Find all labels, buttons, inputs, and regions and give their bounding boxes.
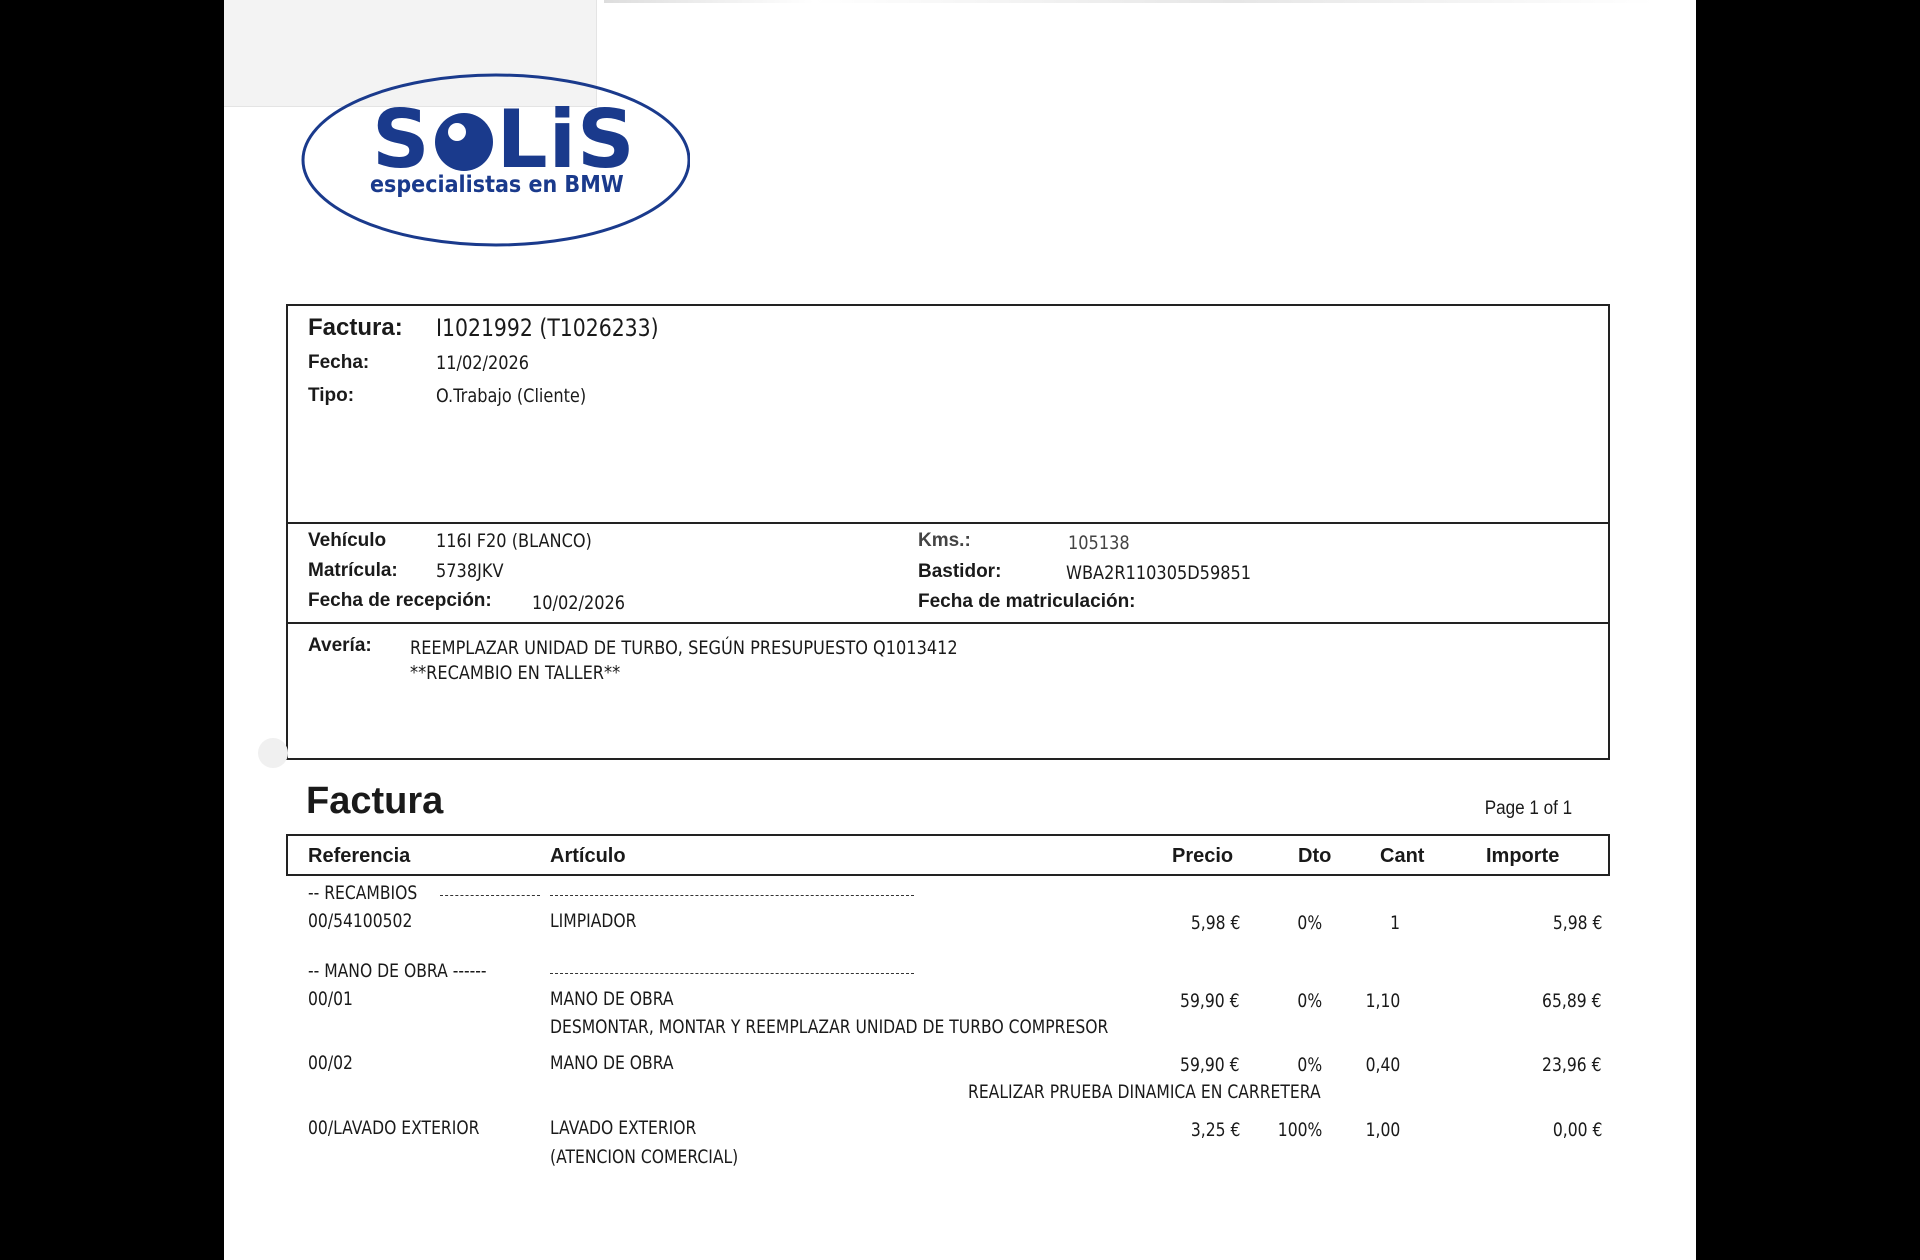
row-ref: 00/02 [308, 1052, 353, 1074]
row-articulo: LAVADO EXTERIOR [550, 1117, 697, 1139]
factura-label: Factura: [308, 314, 403, 341]
row-ref: 00/LAVADO EXTERIOR [308, 1117, 480, 1139]
dash-line [440, 895, 540, 896]
company-logo [300, 72, 690, 248]
averia-label: Avería: [308, 635, 372, 656]
row-importe: 23,96 € [1542, 1054, 1602, 1076]
row-ref: 00/54100502 [308, 910, 413, 932]
row-dto: 0% [1297, 1054, 1322, 1076]
row-cant: 1,00 [1365, 1119, 1400, 1141]
row-precio: 59,90 € [1180, 990, 1240, 1012]
kms-value: 105138 [1068, 532, 1130, 554]
bastidor-value: WBA2R110305D59851 [1066, 562, 1252, 584]
page-indicator: Page 1 of 1 [1484, 798, 1572, 819]
row-precio: 59,90 € [1180, 1054, 1240, 1076]
row-cant: 0,40 [1365, 1054, 1400, 1076]
row-importe: 0,00 € [1552, 1119, 1602, 1141]
tipo-value: O.Trabajo (Cliente) [436, 385, 587, 407]
dash-line [550, 895, 914, 896]
matriculacion-label: Fecha de matriculación: [918, 591, 1136, 612]
vehiculo-label: Vehículo [308, 530, 387, 551]
invoice-page [224, 0, 1696, 1260]
row-articulo: MANO DE OBRA [550, 988, 674, 1010]
factura-number: I1021992 (T1026233) [436, 314, 659, 342]
matricula-value: 5738JKV [436, 560, 504, 582]
vehiculo-value: 116I F20 (BLANCO) [436, 530, 592, 552]
recepcion-value: 10/02/2026 [532, 592, 626, 614]
logo-wordmark: S LiS [372, 93, 636, 186]
row-importe: 5,98 € [1552, 912, 1602, 934]
averia-line2: **RECAMBIO EN TALLER** [410, 662, 621, 684]
section-title: Factura [306, 780, 444, 822]
logo-tagline: especialistas en BMW [370, 172, 624, 198]
section-mano-obra: -- MANO DE OBRA ------ [308, 960, 487, 982]
fecha-label: Fecha: [308, 352, 370, 373]
divider [286, 622, 1610, 624]
row-articulo: LIMPIADOR [550, 910, 637, 932]
row-precio: 3,25 € [1190, 1119, 1240, 1141]
recepcion-label: Fecha de recepción: [308, 590, 492, 611]
row-ref: 00/01 [308, 988, 353, 1010]
row-dto: 100% [1277, 1119, 1322, 1141]
dash-line [550, 973, 914, 974]
bastidor-label: Bastidor: [918, 561, 1002, 582]
row-precio: 5,98 € [1190, 912, 1240, 934]
matricula-label: Matrícula: [308, 560, 398, 581]
row-description: REALIZAR PRUEBA DINAMICA EN CARRETERA [968, 1081, 1321, 1103]
row-importe: 65,89 € [1542, 990, 1602, 1012]
row-articulo: MANO DE OBRA [550, 1052, 674, 1074]
row-description: (ATENCION COMERCIAL) [550, 1146, 739, 1168]
col-dto: Dto [1298, 845, 1332, 867]
row-description: DESMONTAR, MONTAR Y REEMPLAZAR UNIDAD DE TURBO COMPRESOR [550, 1016, 1109, 1038]
punch-hole [258, 738, 288, 768]
scan-artifact-line [604, 0, 1654, 3]
averia-line1: REEMPLAZAR UNIDAD DE TURBO, SEGÚN PRESUPUESTO Q1013412 [410, 637, 958, 659]
divider [286, 522, 1610, 524]
col-precio: Precio [1172, 845, 1234, 867]
col-cant: Cant [1380, 845, 1425, 867]
col-importe: Importe [1486, 845, 1560, 867]
kms-label: Kms.: [918, 530, 971, 551]
row-dto: 0% [1297, 912, 1322, 934]
row-cant: 1,10 [1365, 990, 1400, 1012]
row-cant: 1 [1390, 912, 1400, 934]
col-referencia: Referencia [308, 845, 411, 867]
section-recambios: -- RECAMBIOS [308, 882, 418, 904]
row-dto: 0% [1297, 990, 1322, 1012]
col-articulo: Artículo [550, 845, 626, 867]
fecha-value: 11/02/2026 [436, 352, 530, 374]
tipo-label: Tipo: [308, 385, 355, 406]
